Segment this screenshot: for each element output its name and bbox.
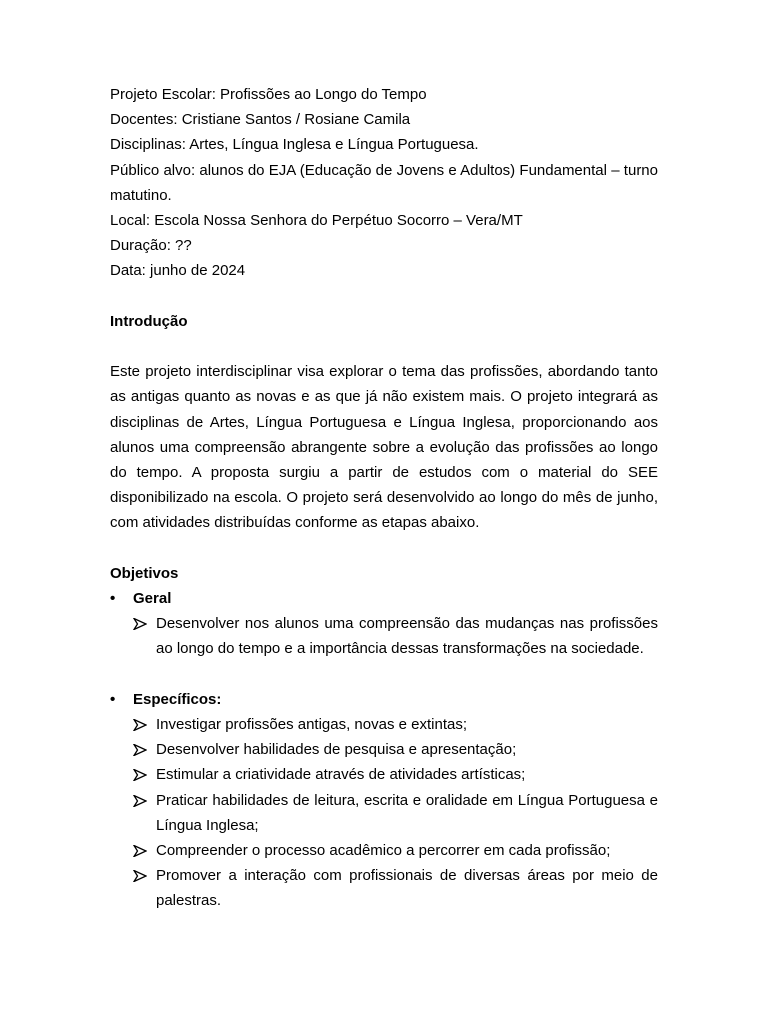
arrowhead-bullet-icon [133, 845, 147, 857]
general-objective-list [110, 611, 658, 661]
spacer [110, 334, 658, 359]
bullet-icon: • [110, 690, 116, 708]
arrowhead-bullet-icon [133, 618, 147, 630]
list-item [110, 762, 658, 787]
audience-line: Público alvo: alunos do EJA (Educação de Jovens e Adultos) Fundamental – turno matutino. [110, 161, 658, 204]
list-item [110, 737, 658, 762]
document-content [110, 82, 658, 914]
arrowhead-bullet-icon [133, 769, 147, 781]
list-item [110, 712, 658, 737]
list-item [110, 788, 658, 838]
introduction-heading: Introdução [110, 312, 188, 330]
arrowhead-bullet-icon [133, 870, 147, 882]
list-item [110, 838, 658, 863]
date-line: Data: junho de 2024 [110, 262, 246, 280]
introduction-paragraph: Este projeto interdisciplinar visa explorar o tema das profissões, abordando tanto as antigas quanto as novas e as que já não existem mais. O projeto integrará as disciplinas de Artes, Língua Portuguesa e Língua Inglesa, proporcionando aos alunos uma compreensão abrangente sobre a evolução das profissões ao longo do tempo. A proposta surgiu a partir de estudos com o material do SEE disponibilizado na escola. O projeto será desenvolvido ao longo do mês de junho, com atividades distribuídas conforme as etapas abaixo. [110, 363, 658, 532]
arrowhead-bullet-icon [133, 795, 147, 807]
list-item-text: Desenvolver habilidades de pesquisa e apresentação; [156, 741, 517, 759]
duration-line: Duração: ?? [110, 237, 192, 255]
general-objective-bullet [110, 586, 658, 611]
list-item [110, 863, 658, 913]
teachers-line: Docentes: Cristiane Santos / Rosiane Camila [110, 111, 411, 129]
spacer [110, 662, 658, 687]
objectives-heading: Objetivos [110, 564, 179, 582]
list-item-text: Compreender o processo acadêmico a percorrer em cada profissão; [156, 842, 611, 860]
arrowhead-bullet-icon [133, 719, 147, 731]
location-line: Local: Escola Nossa Senhora do Perpétuo Socorro – Vera/MT [110, 212, 523, 230]
list-item-text: Investigar profissões antigas, novas e extintas; [156, 716, 468, 734]
general-objective-label: Geral [133, 590, 172, 608]
project-title: Projeto Escolar: Profissões ao Longo do Tempo [110, 86, 427, 103]
spacer [110, 536, 658, 561]
arrowhead-bullet-icon [133, 744, 147, 756]
spacer [110, 284, 658, 309]
list-item-text: Praticar habilidades de leitura, escrita e oralidade em Língua Portuguesa e Língua Inglesa; [156, 791, 658, 834]
list-item-text: Estimular a criatividade através de atividades artísticas; [156, 766, 526, 784]
specific-objectives-label: Específicos: [133, 690, 222, 708]
bullet-icon: • [110, 590, 116, 608]
specific-objectives-list [110, 712, 658, 914]
specific-objectives-bullet [110, 687, 658, 712]
list-item-text: Promover a interação com profissionais de diversas áreas por meio de palestras. [156, 867, 658, 910]
list-item-text: Desenvolver nos alunos uma compreensão das mudanças nas profissões ao longo do tempo e a importância dessas transformações na sociedade. [156, 615, 658, 658]
subjects-line: Disciplinas: Artes, Língua Inglesa e Língua Portuguesa. [110, 136, 479, 154]
list-item [110, 611, 658, 661]
